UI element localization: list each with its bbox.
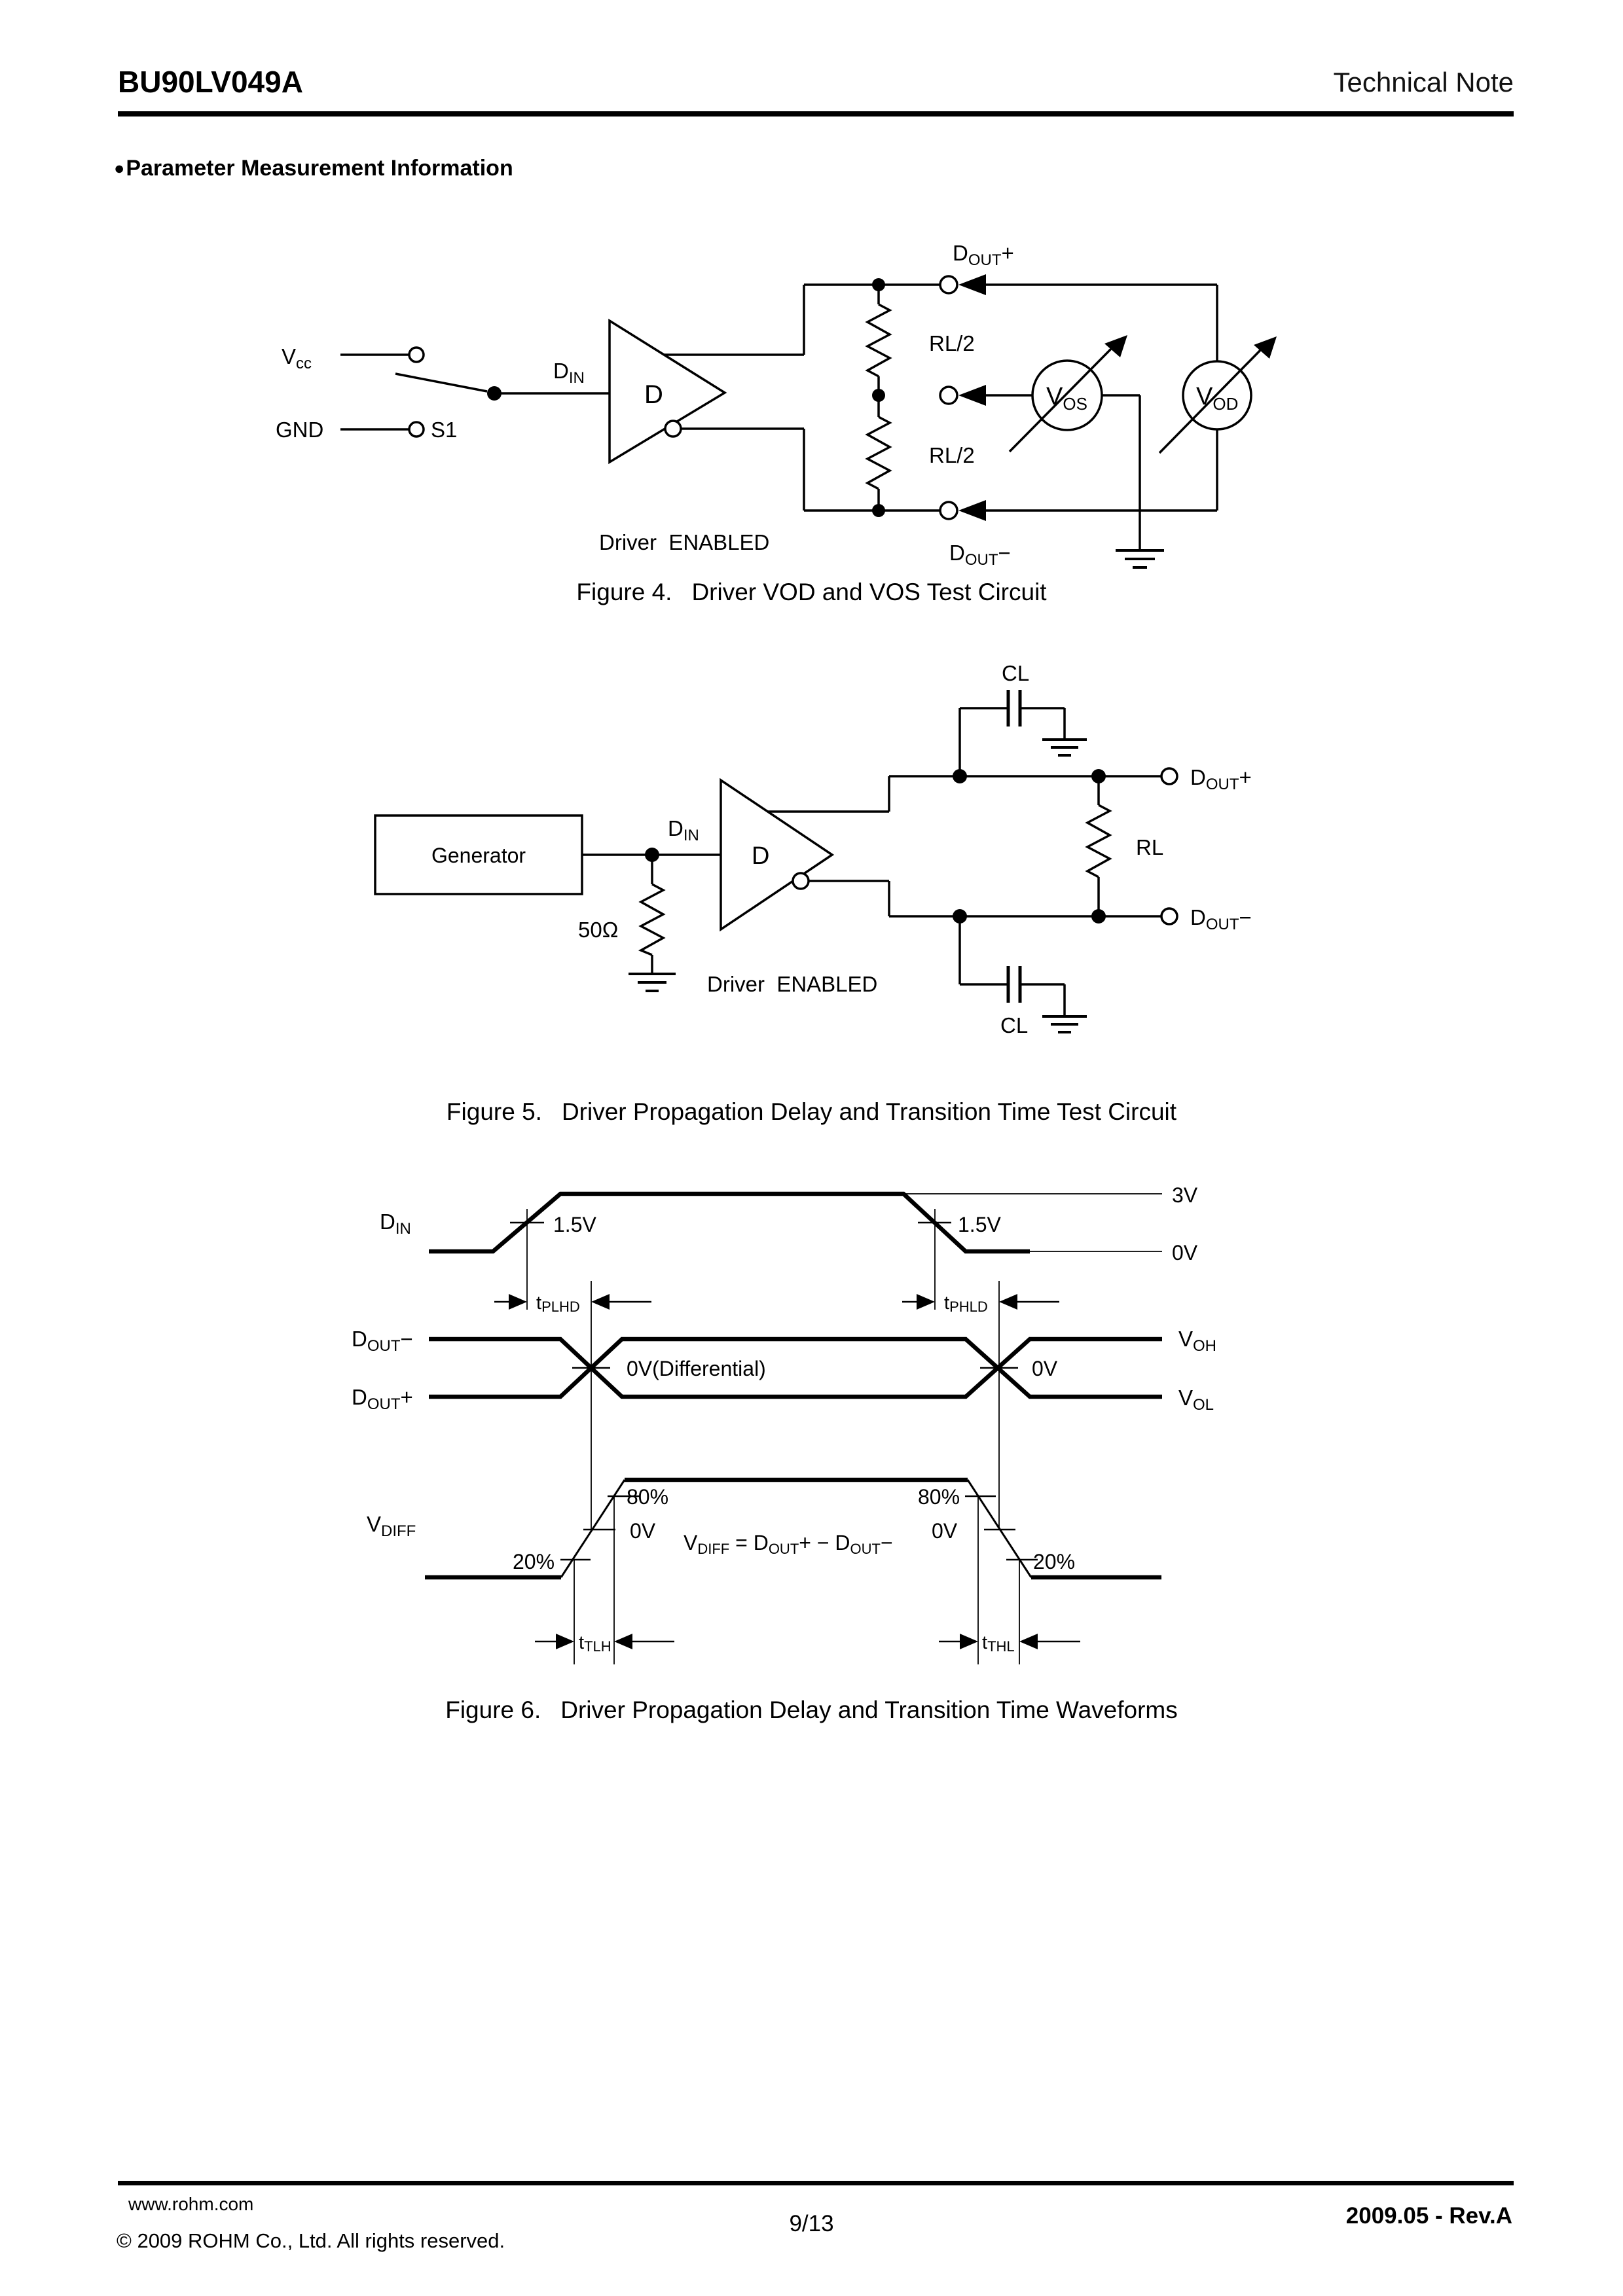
ttlh-label: tTLH	[579, 1632, 611, 1655]
footer-page-number: 9/13	[789, 2211, 834, 2236]
bottom-output-wire	[681, 429, 940, 511]
s1-label: S1	[431, 418, 458, 442]
din-label: $D_{IN}$	[380, 1210, 411, 1238]
dout-minus-terminal	[940, 502, 957, 519]
figure4-caption-number: Figure 4.	[576, 579, 672, 605]
vos-terminal	[940, 387, 957, 404]
dout-minus-label: $D_{OUT}-$	[352, 1327, 413, 1355]
zero-mid-label: 0V	[1032, 1357, 1058, 1380]
rl2-bottom-label: RL/2	[929, 443, 975, 467]
generator-label: Generator	[431, 844, 526, 867]
vos-needle-arrowhead-icon	[1104, 335, 1127, 357]
gnd-label: GND	[276, 418, 324, 442]
figure5-caption	[0, 1098, 1623, 1126]
vos-meter-label: $V_{OS}$	[1046, 383, 1087, 414]
dout-minus-label: $D_{OUT}-$	[1190, 905, 1252, 933]
rl-resistor-icon	[1087, 776, 1110, 916]
dout-plus-arrow-icon	[958, 274, 986, 295]
section-heading	[114, 156, 513, 181]
v0-label: 0V	[1172, 1241, 1198, 1265]
dout-plus-label: $D_{OUT}+$	[953, 241, 1014, 269]
pct80-right-label: 80%	[918, 1485, 960, 1509]
r50-resistor-icon	[641, 855, 663, 973]
figure5-caption-number: Figure 5.	[446, 1098, 542, 1125]
din-label: $D_{IN}$	[553, 359, 585, 387]
rl2-top-label: RL/2	[929, 331, 975, 355]
ground-symbol-icon	[1042, 1016, 1087, 1032]
ttlh-left-arrowhead-icon	[614, 1634, 632, 1649]
zero-rise-label: 0V	[630, 1519, 656, 1543]
tphld-left-arrowhead-icon	[999, 1294, 1017, 1310]
tthl-label: tTHL	[982, 1632, 1015, 1655]
figure6-caption-title: Driver Propagation Delay and Transition Time Waveforms	[560, 1696, 1178, 1723]
tplhd-left-arrowhead-icon	[591, 1294, 610, 1310]
pct20-right-label: 20%	[1033, 1550, 1076, 1573]
tphld-right-arrowhead-icon	[917, 1294, 935, 1310]
figure4-caption	[0, 579, 1623, 606]
rl2-bottom-resistor-icon	[867, 395, 890, 511]
zero-differential-label: 0V(Differential)	[627, 1357, 766, 1380]
driver-enabled-label: Driver ENABLED	[707, 972, 878, 996]
figure6-waveforms	[340, 1172, 1283, 1689]
footer-revision: 2009.05 - Rev.A	[1345, 2203, 1512, 2229]
driver-enabled-label: Driver ENABLED	[599, 530, 770, 554]
din-label: $D_{IN}$	[668, 816, 699, 844]
vos-arrow-icon	[958, 385, 986, 406]
pct80-left-label: 80%	[627, 1485, 669, 1509]
cl-top-wires	[960, 708, 1065, 776]
gnd-switch-terminal	[409, 422, 424, 437]
dout-minus-arrow-icon	[958, 500, 986, 521]
figure4-caption-title: Driver VOD and VOS Test Circuit	[691, 579, 1047, 605]
footer-rule	[118, 2181, 1514, 2185]
v3-label: 3V	[1172, 1183, 1198, 1207]
vos-ground-wire	[1102, 395, 1140, 549]
vdiff-formula: VDIFF = DOUT+ − DOUT−	[684, 1531, 893, 1557]
section-title: Parameter Measurement Information	[126, 156, 513, 181]
rl2-top-resistor-icon	[867, 285, 890, 395]
tphld-label: tPHLD	[944, 1293, 988, 1315]
voh-label: $V_{OH}$	[1178, 1327, 1217, 1355]
pct20-left-label: 20%	[513, 1550, 555, 1573]
section-bullet-icon: ●	[114, 158, 125, 178]
driver-triangle-icon	[610, 321, 725, 462]
tthl-left-arrowhead-icon	[1019, 1634, 1038, 1649]
cl-bottom-label: CL	[1000, 1013, 1029, 1037]
vod-needle-arrowhead-icon	[1254, 336, 1277, 359]
cl-bottom-capacitor-icon	[1008, 966, 1020, 1003]
dout-minus-label: $D_{OUT}-$	[949, 541, 1011, 569]
footer-website: www.rohm.com	[128, 2194, 254, 2214]
rl-label: RL	[1136, 835, 1164, 859]
cl-top-label: CL	[1002, 661, 1030, 685]
inversion-bubble-icon	[793, 873, 809, 889]
v15-fall-label: 1.5V	[958, 1213, 1001, 1236]
ground-symbol-icon	[1116, 550, 1164, 567]
figure5-caption-title: Driver Propagation Delay and Transition Time Test Circuit	[561, 1098, 1177, 1125]
cl-top-capacitor-icon	[1008, 690, 1020, 726]
ground-symbol-icon	[629, 974, 676, 991]
figure6-caption-number: Figure 6.	[445, 1696, 541, 1723]
dout-minus-terminal	[1161, 908, 1177, 924]
vol-label: $V_{OL}$	[1178, 1386, 1214, 1414]
inversion-bubble-icon	[665, 421, 681, 437]
dout-plus-label: $D_{OUT}+$	[352, 1385, 413, 1413]
footer-copyright: © 2009 ROHM Co., Ltd. All rights reserved.	[117, 2229, 505, 2252]
cl-bottom-wires	[960, 916, 1065, 1015]
vcc-switch-terminal	[409, 348, 424, 362]
dout-plus-terminal	[1161, 768, 1177, 784]
dout-minus-rail	[809, 881, 1161, 916]
driver-letter: D	[752, 842, 770, 870]
driver-triangle-icon	[721, 780, 832, 929]
tplhd-right-arrowhead-icon	[509, 1294, 527, 1310]
v15-rise-label: 1.5V	[553, 1213, 596, 1236]
dout-plus-label: $D_{OUT}+$	[1190, 765, 1252, 793]
vod-meter-label: $V_{OD}$	[1196, 383, 1239, 414]
switch-blade	[395, 374, 487, 391]
figure5-diagram	[354, 628, 1283, 1060]
header-rule	[118, 111, 1514, 117]
figure4-diagram	[249, 216, 1322, 583]
tplhd-label: tPLHD	[536, 1293, 580, 1315]
top-output-wire	[664, 285, 949, 355]
dout-plus-terminal	[940, 276, 957, 293]
vdiff-label: $V_{DIFF}$	[367, 1512, 416, 1540]
zero-fall-label: 0V	[932, 1519, 958, 1543]
ground-symbol-icon	[1042, 740, 1087, 755]
tthl-right-arrowhead-icon	[960, 1634, 978, 1649]
figure6-caption	[0, 1696, 1623, 1724]
r50-label: 50Ω	[578, 918, 619, 942]
product-title: BU90LV049A	[118, 65, 303, 99]
vcc-label: $V_{cc}$	[282, 344, 312, 372]
driver-letter: D	[644, 380, 663, 409]
ttlh-right-arrowhead-icon	[556, 1634, 574, 1649]
doc-type: Technical Note	[1333, 67, 1514, 98]
